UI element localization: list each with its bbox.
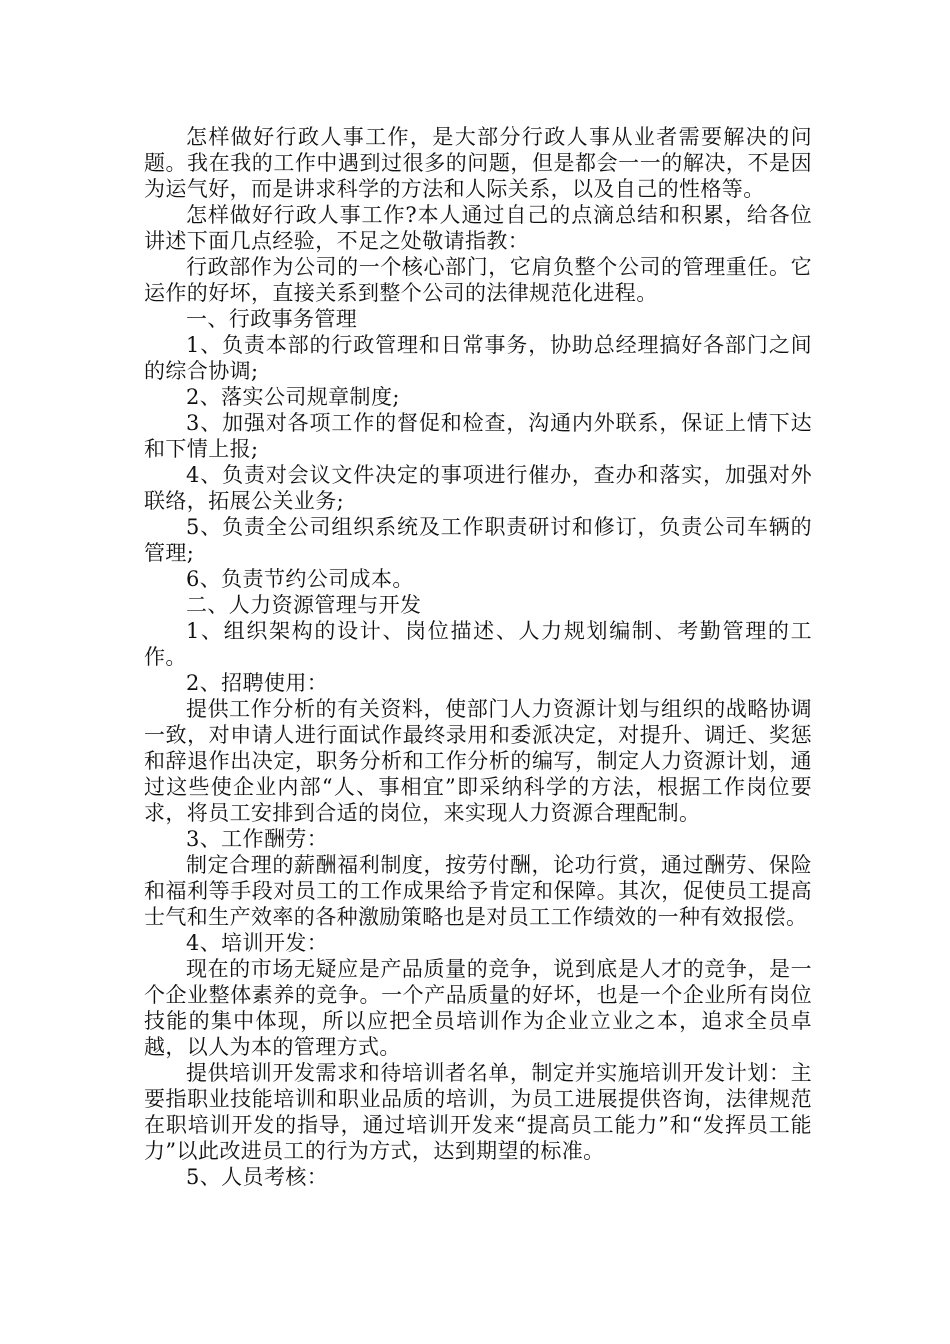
paragraph-compensation: 制定合理的薪酬福利制度，按劳付酬，论功行赏，通过酬劳、保险和福利等手段对员工的工作成果给予肯定和保障。其次，促使员工提高士气和生产效率的各种激励策略也是对员工工作绩效的一种有效报偿。 — [144, 853, 812, 929]
paragraph-experience: 怎样做好行政人事工作?本人通过自己的点滴总结和积累，给各位讲述下面几点经验，不足之处敬请指教： — [144, 203, 812, 253]
document-body — [144, 124, 812, 1190]
paragraph-training-plan: 提供培训开发需求和待培训者名单，制定并实施培训开发计划：主要指职业技能培训和职业品质的培训，为员工进展提供咨询，法律规范在职培训开发的指导，通过培训开发来“提高员工能力”和“发挥员工能力”以此改进员工的行为方式，达到期望的标准。 — [144, 1061, 812, 1163]
list-item-admin-2: 2、落实公司规章制度; — [186, 385, 400, 409]
list-item-admin-5: 5、负责全公司组织系统及工作职责研讨和修订，负责公司车辆的管理; — [144, 515, 812, 565]
list-item-hr-1: 1、组织架构的设计、岗位描述、人力规划编制、考勤管理的工作。 — [144, 619, 812, 669]
subheading-recruitment: 2、招聘使用： — [186, 671, 329, 695]
subheading-compensation: 3、工作酬劳： — [186, 827, 329, 851]
list-item-admin-3: 3、加强对各项工作的督促和检查，沟通内外联系，保证上情下达和下情上报; — [144, 411, 812, 461]
subheading-assessment: 5、人员考核： — [186, 1165, 329, 1189]
subheading-training: 4、培训开发： — [186, 931, 329, 955]
list-item-admin-4: 4、负责对会议文件决定的事项进行催办，查办和落实，加强对外联络，拓展公关业务; — [144, 463, 812, 513]
paragraph-recruitment: 提供工作分析的有关资料，使部门人力资源计划与组织的战略协调一致，对申请人进行面试作最终录用和委派决定，对提升、调迁、奖惩和辞退作出决定，职务分析和工作分析的编写，制定人力资源计划，通过这些使企业内部“人、事相宜”即采纳科学的方法，根据工作岗位要求，将员工安排到合适的岗位，来实现人力资源合理配制。 — [144, 697, 812, 825]
list-item-admin-6: 6、负责节约公司成本。 — [186, 567, 414, 591]
list-item-admin-1: 1、负责本部的行政管理和日常事务，协助总经理搞好各部门之间的综合协调; — [144, 333, 812, 383]
paragraph-admin-dept: 行政部作为公司的一个核心部门，它肩负整个公司的管理重任。它运作的好坏，直接关系到整个公司的法律规范化进程。 — [144, 255, 812, 305]
paragraph-intro: 怎样做好行政人事工作，是大部分行政人事从业者需要解决的问题。我在我的工作中遇到过很多的问题，但是都会一一的解决，不是因为运气好，而是讲求科学的方法和人际关系，以及自己的性格等。 — [144, 125, 812, 201]
section-heading-hr: 二、人力资源管理与开发 — [186, 593, 422, 617]
paragraph-training-market: 现在的市场无疑应是产品质量的竞争，说到底是人才的竞争，是一个企业整体素养的竞争。一个产品质量的好坏，也是一个企业所有岗位技能的集中体现，所以应把全员培训作为企业立业之本，追求全员卓越，以人为本的管理方式。 — [144, 957, 812, 1059]
section-heading-admin: 一、行政事务管理 — [186, 307, 358, 331]
